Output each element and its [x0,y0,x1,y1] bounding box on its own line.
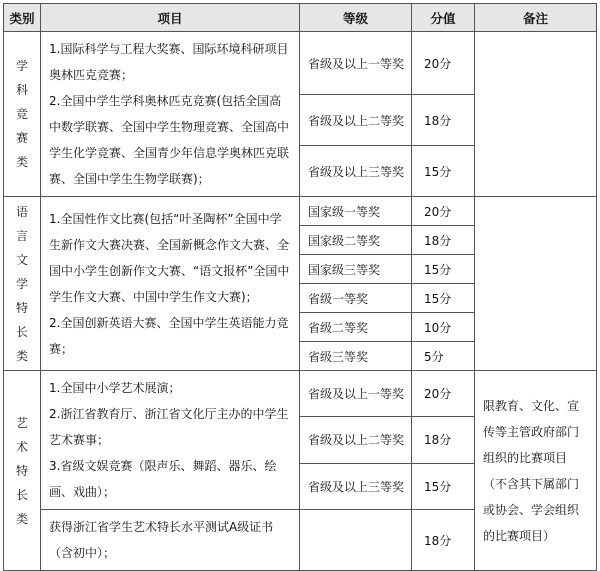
level-cell: 国家级三等奖 [300,255,412,284]
list-item: 1.国际科学与工程大奖赛、国际环境科研项目奥林匹克竞赛； [49,42,289,82]
score-cell: 20分 [412,32,475,95]
score-cell: 5分 [412,342,475,371]
score-cell: 10分 [412,313,475,342]
list-item: 1.全国中小学艺术展演； [49,381,181,395]
score-cell: 20分 [412,197,475,226]
category-char: 语 [15,204,28,219]
level-cell: 国家级一等奖 [300,197,412,226]
header-score: 分值 [412,4,475,32]
level-cell: 省级及以上二等奖 [300,417,412,463]
category-char: 艺 [15,415,28,430]
level-cell: 省级三等奖 [300,342,412,371]
extra-item-cell: 获得浙江省学生艺术特长水平测试A级证书（含初中）； [41,510,300,571]
category-char: 学 [15,276,28,291]
category-char: 文 [15,252,28,267]
category-char: 长 [15,487,28,502]
category-cell-language [4,197,41,371]
category-char: 类 [15,155,28,169]
level-cell: 省级二等奖 [300,313,412,342]
score-cell: 18分 [412,226,475,255]
table-row [4,371,597,417]
category-char: 竞 [15,107,28,121]
category-cell-art [4,371,41,571]
category-char: 术 [15,439,28,454]
header-row [4,4,597,32]
level-cell: 国家级二等奖 [300,226,412,255]
score-cell: 20分 [412,371,475,417]
list-item: 2.浙江省教育厅、浙江省文化厅主办的中学生艺术赛事； [49,407,289,447]
items-cell-language [41,197,300,371]
level-cell-empty [300,510,412,571]
header-level: 等级 [300,4,412,32]
note-cell-art: 限教育、文化、宣传等主管政府部门组织的比赛项目（不含其下属部门或协会、学会组织的比赛项目） [475,371,597,571]
list-item: 2.全国中学生学科奥林匹克竞赛(包括全国高中数学联赛、全国中学生物理竞赛、全国高中学生化学竞赛、全国青少年信息学奥林匹克联赛、全国中学生生物学联赛)； [49,94,290,186]
score-cell: 18分 [412,510,475,571]
score-cell: 18分 [412,95,475,146]
score-cell: 15分 [412,284,475,313]
scoring-table [3,3,597,571]
note-cell-academic [475,32,597,197]
level-cell: 省级及以上二等奖 [300,95,412,146]
score-cell: 18分 [412,417,475,463]
category-char: 言 [15,228,28,243]
list-item: 2.全国创新英语大赛、全国中学生英语能力竞赛； [49,315,289,356]
category-char: 类 [15,511,28,526]
list-item: 3.省级文娱竞赛（限声乐、舞蹈、器乐、绘画、戏曲）； [49,459,277,499]
header-item: 项目 [41,4,300,32]
category-char: 类 [15,348,28,363]
category-cell-academic [4,32,41,197]
items-cell-academic [41,32,300,197]
level-cell: 省级及以上一等奖 [300,32,412,95]
level-cell: 省级一等奖 [300,284,412,313]
header-note: 备注 [475,4,597,32]
category-char: 特 [15,463,28,478]
category-char: 赛 [15,131,28,145]
level-cell: 省级及以上三等奖 [300,463,412,509]
category-char: 科 [15,83,28,97]
category-char: 长 [15,324,28,339]
table-row [4,32,597,95]
header-category: 类别 [4,4,41,32]
note-cell-language [475,197,597,371]
category-char: 特 [15,300,28,315]
table-row [4,197,597,226]
score-cell: 15分 [412,463,475,509]
category-char: 学 [15,59,28,73]
items-cell-art [41,371,300,510]
score-cell: 15分 [412,255,475,284]
list-item: 1.全国性作文比赛(包括“叶圣陶杯”全国中学生新作文大赛决赛、全国新概念作文大赛、全国中小学生创新作文大赛、“语文报杯”全国中学生作文大赛、中国中学生作文大赛)； [49,211,290,304]
level-cell: 省级及以上一等奖 [300,371,412,417]
level-cell: 省级及以上三等奖 [300,146,412,197]
score-cell: 15分 [412,146,475,197]
